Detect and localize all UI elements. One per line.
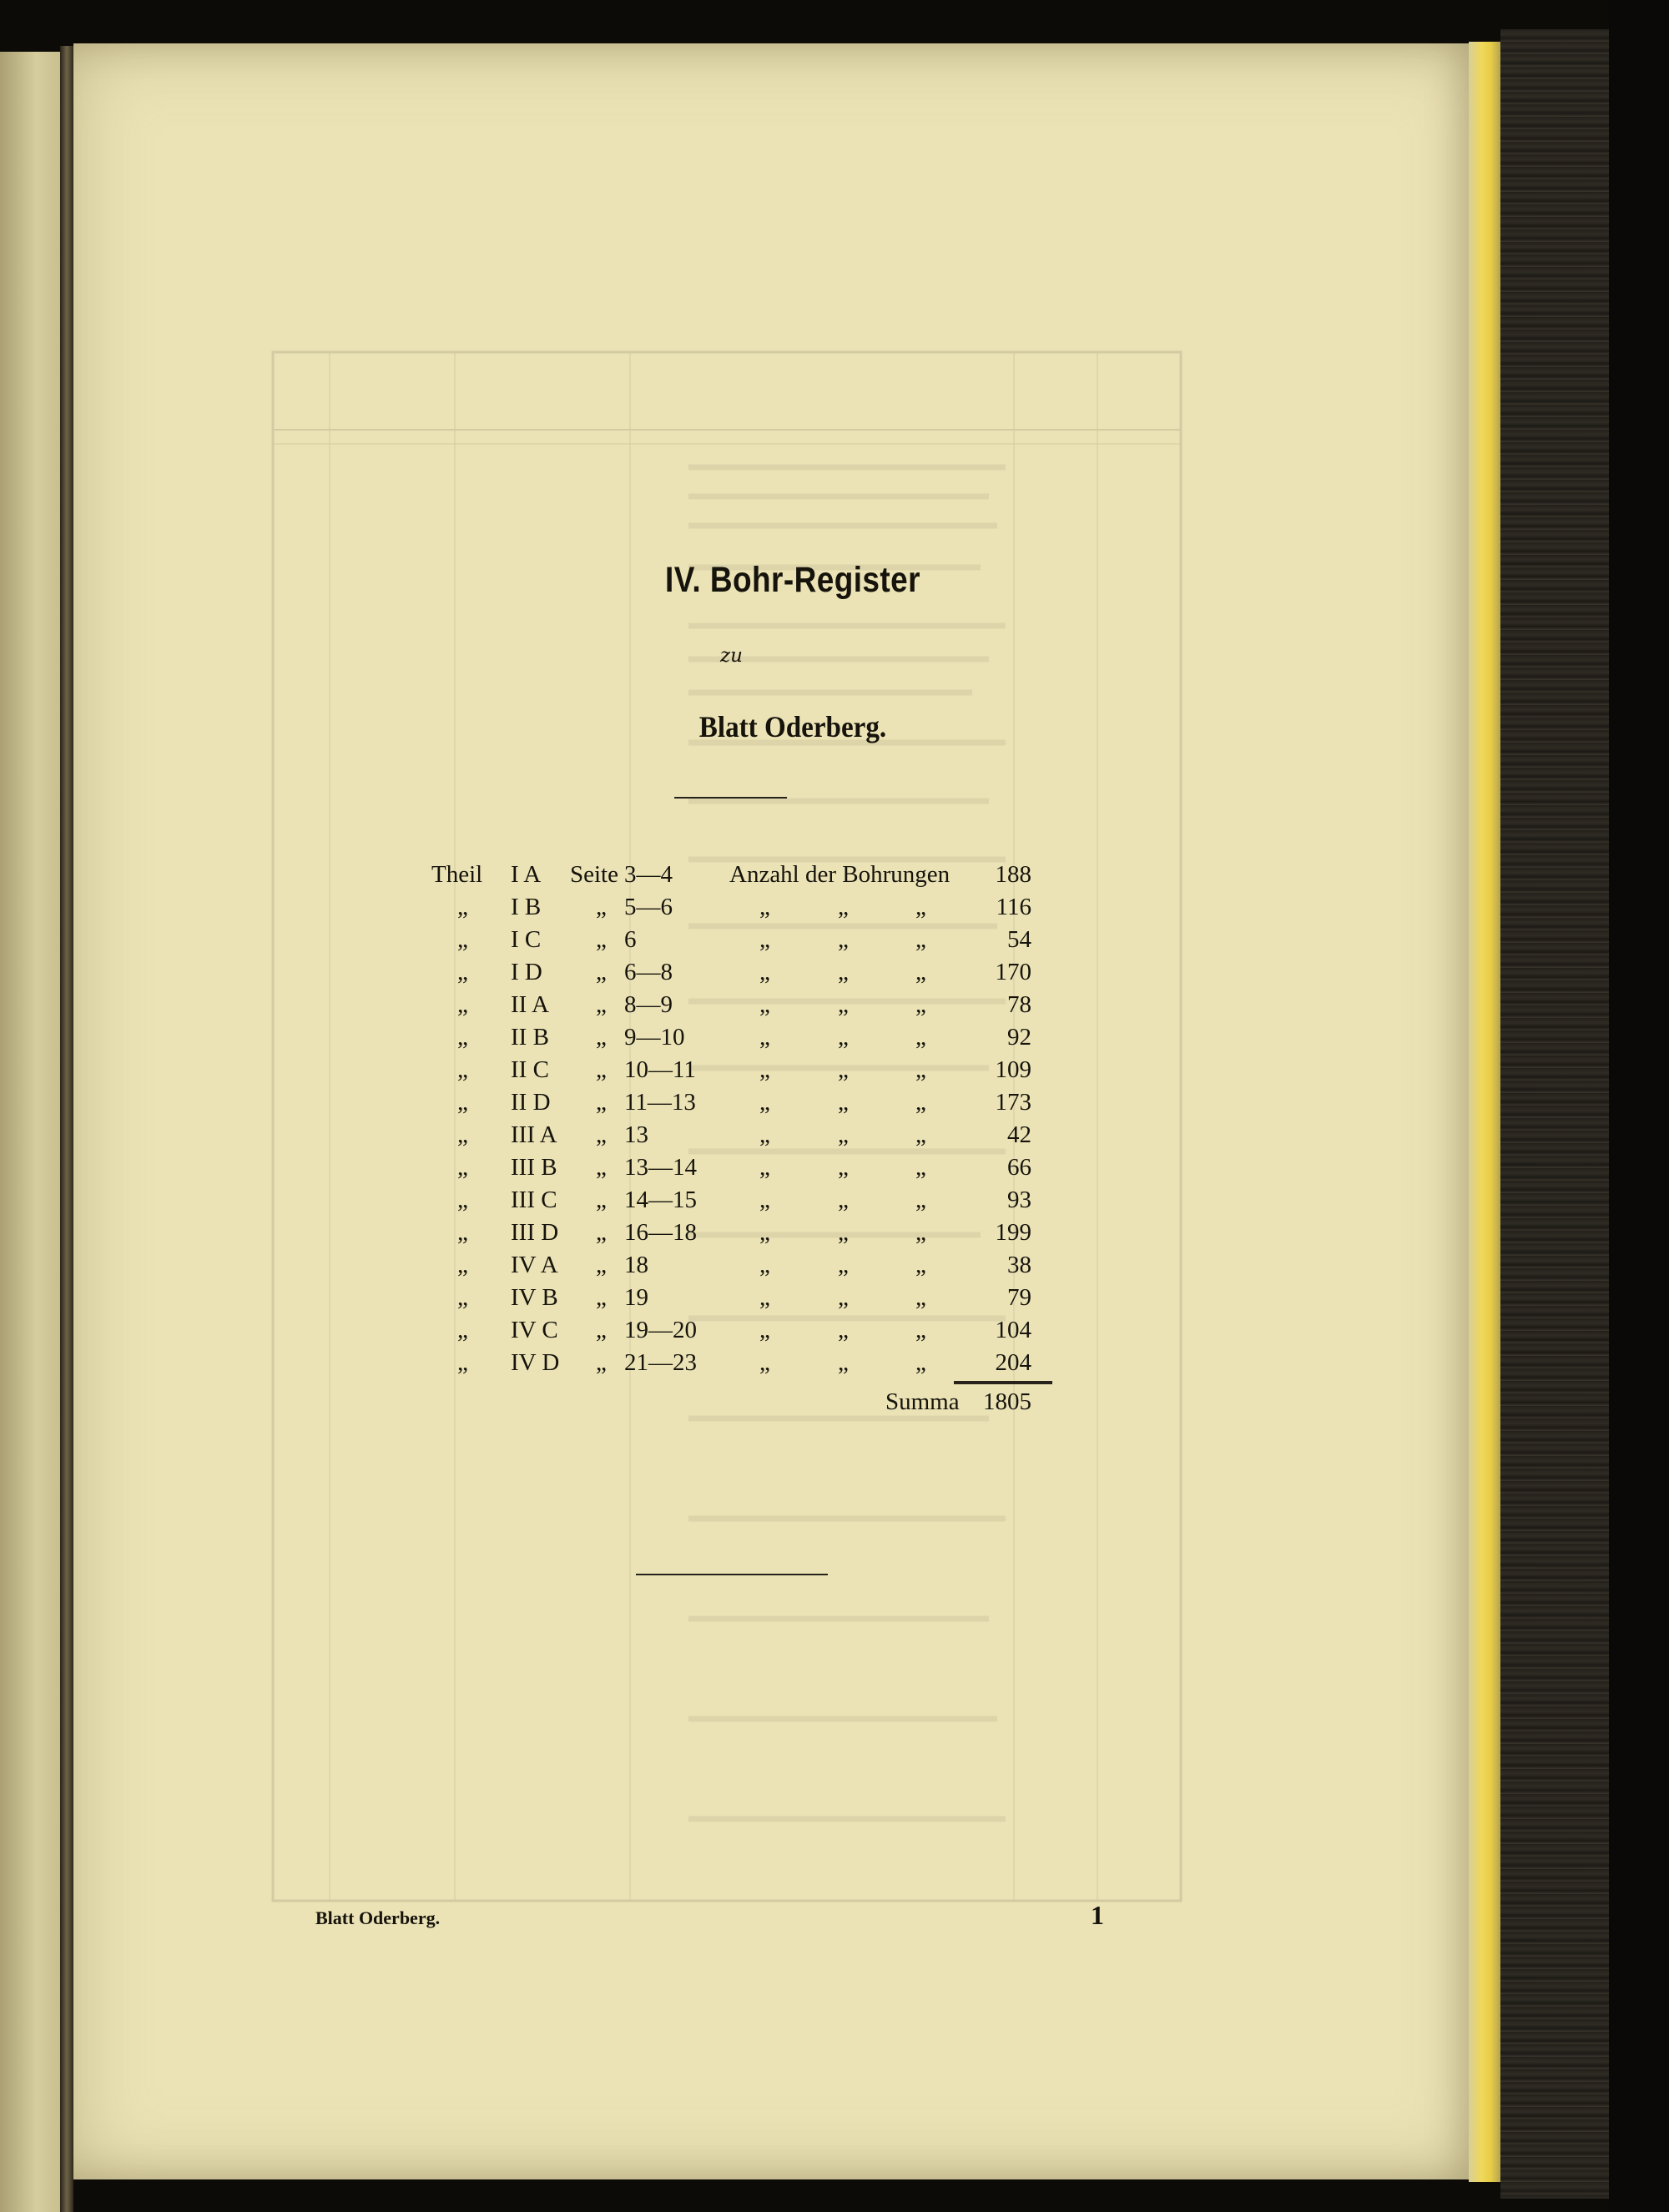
ditto-mark: „ bbox=[915, 1154, 926, 1181]
ditto-mark: „ bbox=[915, 1317, 926, 1343]
ditto-mark: „ bbox=[759, 1219, 770, 1246]
closing-rule bbox=[636, 1574, 828, 1575]
ditto-mark: „ bbox=[457, 1121, 468, 1148]
header-part-label: Theil bbox=[431, 861, 483, 888]
ditto-mark: „ bbox=[596, 959, 607, 985]
ditto-mark: „ bbox=[596, 1219, 607, 1246]
ditto-mark: „ bbox=[759, 1089, 770, 1116]
row-part: II D bbox=[511, 1089, 551, 1116]
ditto-mark: „ bbox=[759, 1252, 770, 1278]
row-part: IV C bbox=[511, 1317, 558, 1343]
row-part: III D bbox=[511, 1219, 559, 1246]
row-count: 170 bbox=[995, 959, 1031, 985]
ditto-mark: „ bbox=[915, 926, 926, 953]
ditto-mark: „ bbox=[457, 1187, 468, 1213]
ditto-mark: „ bbox=[596, 1154, 607, 1181]
ditto-mark: „ bbox=[759, 1154, 770, 1181]
header-pages-label: Seite bbox=[570, 861, 618, 888]
ditto-mark: „ bbox=[838, 926, 849, 953]
ditto-mark: „ bbox=[915, 1056, 926, 1083]
ditto-mark: „ bbox=[759, 1284, 770, 1311]
ditto-mark: „ bbox=[838, 959, 849, 985]
ditto-mark: „ bbox=[838, 1187, 849, 1213]
row-count: 116 bbox=[996, 894, 1031, 920]
ditto-mark: „ bbox=[838, 894, 849, 920]
ditto-mark: „ bbox=[457, 894, 468, 920]
ditto-mark: „ bbox=[457, 926, 468, 953]
row-count: 199 bbox=[995, 1219, 1031, 1246]
ditto-mark: „ bbox=[457, 1089, 468, 1116]
ditto-mark: „ bbox=[596, 1187, 607, 1213]
ditto-mark: „ bbox=[838, 1089, 849, 1116]
row-pages: 11—13 bbox=[624, 1089, 696, 1116]
ditto-mark: „ bbox=[596, 926, 607, 953]
ditto-mark: „ bbox=[457, 1284, 468, 1311]
row-pages: 9—10 bbox=[624, 1024, 685, 1051]
row-count: 92 bbox=[1007, 1024, 1031, 1051]
row-pages: 10—11 bbox=[624, 1056, 696, 1083]
sum-rule bbox=[954, 1381, 1052, 1384]
row-count: 173 bbox=[995, 1089, 1031, 1116]
ditto-mark: „ bbox=[759, 959, 770, 985]
row-count: 188 bbox=[995, 861, 1031, 888]
ditto-mark: „ bbox=[457, 1317, 468, 1343]
row-pages: 5—6 bbox=[624, 894, 673, 920]
page-number: 1 bbox=[1091, 1900, 1104, 1930]
row-count: 79 bbox=[1007, 1284, 1031, 1311]
ditto-mark: „ bbox=[838, 1317, 849, 1343]
ditto-mark: „ bbox=[838, 1252, 849, 1278]
ditto-mark: „ bbox=[915, 1121, 926, 1148]
header-count-label: Anzahl der Bohrungen bbox=[729, 861, 950, 888]
row-count: 204 bbox=[995, 1349, 1031, 1376]
ditto-mark: „ bbox=[759, 1187, 770, 1213]
ditto-mark: „ bbox=[915, 991, 926, 1018]
row-count: 38 bbox=[1007, 1252, 1031, 1278]
ditto-mark: „ bbox=[759, 1024, 770, 1051]
ditto-mark: „ bbox=[915, 1284, 926, 1311]
row-part: IV A bbox=[511, 1252, 558, 1278]
row-count: 109 bbox=[995, 1056, 1031, 1083]
row-pages: 8—9 bbox=[624, 991, 673, 1018]
row-part: II C bbox=[511, 1056, 549, 1083]
row-part: IV B bbox=[511, 1284, 558, 1311]
row-pages: 13—14 bbox=[624, 1154, 697, 1181]
row-part: II A bbox=[511, 991, 549, 1018]
ditto-mark: „ bbox=[838, 1349, 849, 1376]
ditto-mark: „ bbox=[915, 894, 926, 920]
sheet-name: Blatt Oderberg. bbox=[698, 710, 887, 743]
title-rule bbox=[674, 797, 787, 799]
row-count: 66 bbox=[1007, 1154, 1031, 1181]
row-pages: 18 bbox=[624, 1252, 648, 1278]
ditto-mark: „ bbox=[915, 1219, 926, 1246]
ditto-mark: „ bbox=[759, 1349, 770, 1376]
row-part: I B bbox=[511, 894, 542, 920]
ditto-mark: „ bbox=[915, 1089, 926, 1116]
ditto-mark: „ bbox=[838, 1024, 849, 1051]
row-count: 78 bbox=[1007, 991, 1031, 1018]
ditto-mark: „ bbox=[596, 1024, 607, 1051]
ditto-mark: „ bbox=[838, 1154, 849, 1181]
ditto-mark: „ bbox=[457, 1154, 468, 1181]
row-part: I D bbox=[511, 959, 542, 985]
footer-sheet-name: Blatt Oderberg. bbox=[315, 1907, 441, 1928]
ditto-mark: „ bbox=[457, 1219, 468, 1246]
ditto-mark: „ bbox=[915, 1024, 926, 1051]
ditto-mark: „ bbox=[838, 1121, 849, 1148]
ditto-mark: „ bbox=[457, 1252, 468, 1278]
row-part: I C bbox=[511, 926, 542, 953]
ditto-mark: „ bbox=[915, 959, 926, 985]
title-connector: zu bbox=[720, 645, 743, 667]
row-part: III C bbox=[511, 1187, 557, 1213]
ditto-mark: „ bbox=[838, 991, 849, 1018]
document-title: IV. Bohr-Register bbox=[665, 560, 920, 600]
ditto-mark: „ bbox=[596, 1056, 607, 1083]
ditto-mark: „ bbox=[596, 1317, 607, 1343]
row-pages: 6 bbox=[624, 926, 637, 953]
row-count: 104 bbox=[995, 1317, 1031, 1343]
ditto-mark: „ bbox=[915, 1187, 926, 1213]
ditto-mark: „ bbox=[759, 1317, 770, 1343]
row-part: II B bbox=[511, 1024, 549, 1051]
ditto-mark: „ bbox=[838, 1284, 849, 1311]
row-pages: 21—23 bbox=[624, 1349, 697, 1376]
row-pages: 13 bbox=[624, 1121, 648, 1148]
ditto-mark: „ bbox=[759, 1121, 770, 1148]
ditto-mark: „ bbox=[915, 1349, 926, 1376]
ditto-mark: „ bbox=[915, 1252, 926, 1278]
ditto-mark: „ bbox=[457, 991, 468, 1018]
ditto-mark: „ bbox=[596, 1349, 607, 1376]
total-value: 1805 bbox=[983, 1388, 1031, 1415]
ditto-mark: „ bbox=[596, 991, 607, 1018]
row-count: 42 bbox=[1007, 1121, 1031, 1148]
ditto-mark: „ bbox=[457, 1349, 468, 1376]
ditto-mark: „ bbox=[596, 1089, 607, 1116]
row-part: III B bbox=[511, 1154, 557, 1181]
ditto-mark: „ bbox=[596, 1121, 607, 1148]
total-label: Summa bbox=[885, 1388, 960, 1415]
ditto-mark: „ bbox=[457, 1056, 468, 1083]
ditto-mark: „ bbox=[596, 1284, 607, 1311]
ditto-mark: „ bbox=[759, 926, 770, 953]
ditto-mark: „ bbox=[759, 1056, 770, 1083]
row-pages: 3—4 bbox=[624, 861, 673, 888]
row-pages: 19 bbox=[624, 1284, 648, 1311]
ditto-mark: „ bbox=[457, 959, 468, 985]
row-part: I A bbox=[511, 861, 542, 888]
row-part: IV D bbox=[511, 1349, 560, 1376]
ditto-mark: „ bbox=[838, 1056, 849, 1083]
ditto-mark: „ bbox=[759, 894, 770, 920]
row-pages: 6—8 bbox=[624, 959, 673, 985]
ditto-mark: „ bbox=[596, 894, 607, 920]
row-pages: 19—20 bbox=[624, 1317, 697, 1343]
row-count: 93 bbox=[1007, 1187, 1031, 1213]
row-pages: 16—18 bbox=[624, 1219, 697, 1246]
ditto-mark: „ bbox=[838, 1219, 849, 1246]
ditto-mark: „ bbox=[759, 991, 770, 1018]
row-part: III A bbox=[511, 1121, 557, 1148]
ditto-mark: „ bbox=[457, 1024, 468, 1051]
row-count: 54 bbox=[1007, 926, 1031, 953]
ditto-mark: „ bbox=[596, 1252, 607, 1278]
row-pages: 14—15 bbox=[624, 1187, 697, 1213]
